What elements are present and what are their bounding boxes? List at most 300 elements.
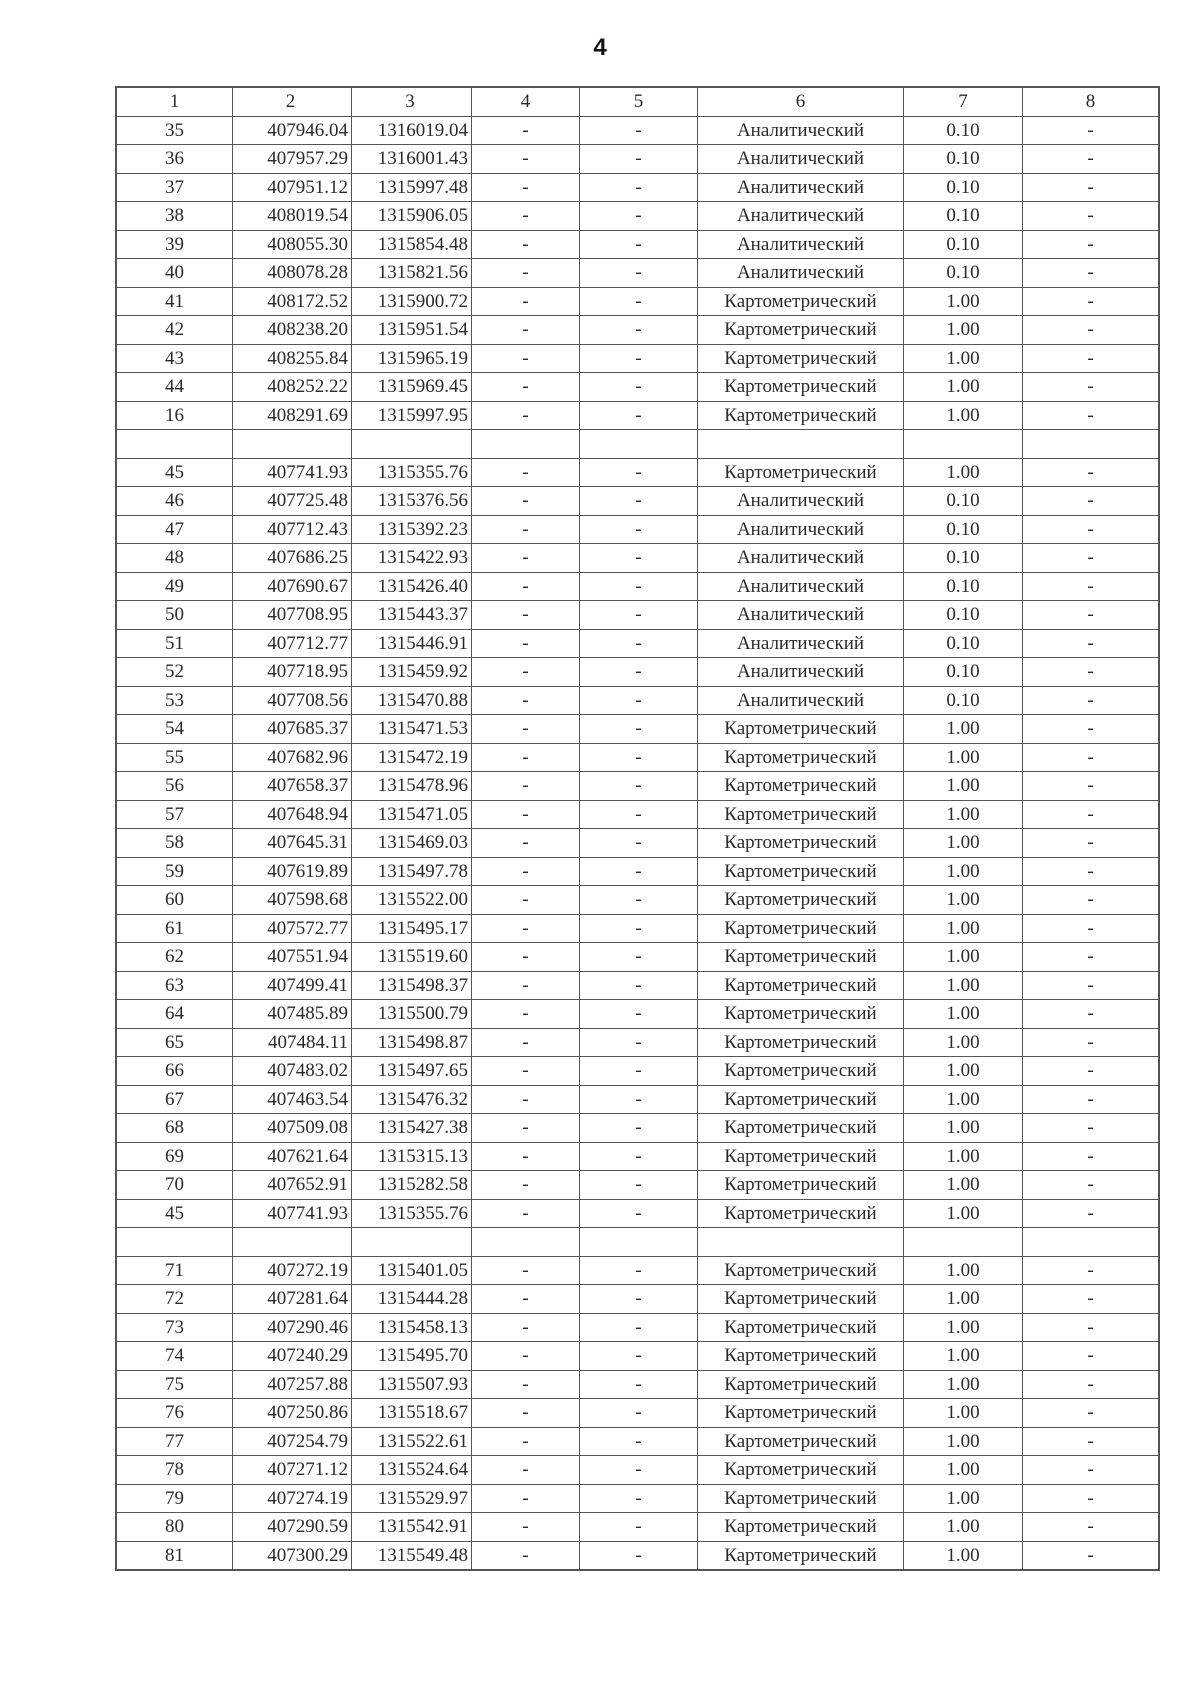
cell-point-number: 45 [116,458,233,487]
table-row [116,1285,1159,1314]
cell-col-4: - [472,1285,580,1314]
cell-coord-y: 1315471.53 [352,715,472,744]
cell-col-8: - [1023,1028,1160,1057]
cell-col-4: - [472,544,580,573]
cell-coord-x: 407652.91 [233,1171,352,1200]
table-row [116,1313,1159,1342]
cell-col-5: - [580,1370,698,1399]
table-row [116,1456,1159,1485]
cell-method: Картометрический [698,1399,904,1428]
cell-point-number: 60 [116,886,233,915]
cell-coord-y: 1315900.72 [352,287,472,316]
cell-coord-x: 408055.30 [233,230,352,259]
cell-col-5: - [580,487,698,516]
cell-method: Картометрический [698,1285,904,1314]
cell-col-4: - [472,658,580,687]
cell-col-8 [1023,1228,1160,1257]
cell-col-8: - [1023,515,1160,544]
cell-point-number: 45 [116,1199,233,1228]
cell-coord-x: 407686.25 [233,544,352,573]
cell-accuracy: 1.00 [904,1256,1023,1285]
cell-accuracy: 1.00 [904,1513,1023,1542]
cell-accuracy: 1.00 [904,914,1023,943]
cell-method: Картометрический [698,287,904,316]
cell-col-4: - [472,601,580,630]
cell-col-4: - [472,230,580,259]
cell-coord-y: 1315401.05 [352,1256,472,1285]
cell-coord-x [233,1228,352,1257]
cell-col-5 [580,430,698,459]
table-row [116,1513,1159,1542]
cell-col-5: - [580,145,698,174]
cell-coord-y: 1315529.97 [352,1484,472,1513]
cell-col-4: - [472,1427,580,1456]
cell-coord-y: 1315495.70 [352,1342,472,1371]
cell-col-5: - [580,1171,698,1200]
table-row [116,1057,1159,1086]
cell-coord-y: 1315392.23 [352,515,472,544]
cell-col-4: - [472,829,580,858]
cell-col-8: - [1023,316,1160,345]
cell-coord-x: 407946.04 [233,116,352,145]
cell-col-4: - [472,743,580,772]
cell-col-4: - [472,943,580,972]
table-row [116,572,1159,601]
cell-col-4: - [472,458,580,487]
cell-coord-x: 407951.12 [233,173,352,202]
cell-method: Аналитический [698,544,904,573]
cell-col-5: - [580,1114,698,1143]
table-row [116,658,1159,687]
cell-col-8: - [1023,1342,1160,1371]
cell-col-8: - [1023,1513,1160,1542]
cell-col-8: - [1023,800,1160,829]
cell-method: Картометрический [698,772,904,801]
table-row [116,772,1159,801]
cell-col-4: - [472,373,580,402]
coordinates-table [115,86,1160,1571]
table-row [116,230,1159,259]
cell-coord-x: 407499.41 [233,971,352,1000]
cell-col-5: - [580,1399,698,1428]
cell-accuracy: 0.10 [904,686,1023,715]
cell-coord-y: 1315376.56 [352,487,472,516]
table-row [116,1228,1159,1257]
cell-accuracy: 1.00 [904,316,1023,345]
table-row [116,401,1159,430]
cell-coord-x: 407483.02 [233,1057,352,1086]
cell-method: Картометрический [698,1456,904,1485]
cell-accuracy: 0.10 [904,230,1023,259]
cell-col-8: - [1023,829,1160,858]
cell-coord-y: 1316001.43 [352,145,472,174]
cell-coord-y: 1315478.96 [352,772,472,801]
cell-coord-x: 407572.77 [233,914,352,943]
cell-col-5: - [580,943,698,972]
cell-col-5: - [580,1057,698,1086]
table-row [116,886,1159,915]
cell-coord-x: 407484.11 [233,1028,352,1057]
cell-coord-x: 407682.96 [233,743,352,772]
cell-col-8: - [1023,1484,1160,1513]
cell-col-8: - [1023,1456,1160,1485]
cell-coord-x: 407281.64 [233,1285,352,1314]
cell-point-number: 77 [116,1427,233,1456]
cell-coord-x: 407957.29 [233,145,352,174]
cell-point-number: 67 [116,1085,233,1114]
cell-col-5: - [580,715,698,744]
cell-col-8: - [1023,1427,1160,1456]
cell-method: Аналитический [698,145,904,174]
cell-col-8: - [1023,287,1160,316]
cell-coord-x: 407648.94 [233,800,352,829]
cell-point-number: 49 [116,572,233,601]
cell-coord-x: 407271.12 [233,1456,352,1485]
cell-point-number: 68 [116,1114,233,1143]
table-row [116,686,1159,715]
cell-method: Картометрический [698,971,904,1000]
cell-coord-x: 408172.52 [233,287,352,316]
cell-coord-x: 407254.79 [233,1427,352,1456]
cell-col-4: - [472,1142,580,1171]
cell-method: Картометрический [698,1142,904,1171]
cell-coord-y: 1315997.48 [352,173,472,202]
cell-col-8 [1023,430,1160,459]
cell-col-4: - [472,857,580,886]
cell-point-number: 42 [116,316,233,345]
cell-col-4: - [472,173,580,202]
cell-method [698,430,904,459]
cell-accuracy: 1.00 [904,1427,1023,1456]
cell-col-4: - [472,1057,580,1086]
cell-accuracy: 1.00 [904,1142,1023,1171]
cell-col-4: - [472,401,580,430]
cell-accuracy: 1.00 [904,287,1023,316]
cell-col-4: - [472,1313,580,1342]
cell-col-5: - [580,230,698,259]
cell-point-number: 57 [116,800,233,829]
cell-method: Картометрический [698,1513,904,1542]
cell-col-4: - [472,1199,580,1228]
cell-method: Картометрический [698,857,904,886]
cell-point-number: 36 [116,145,233,174]
table-header [116,87,1159,116]
cell-coord-y [352,430,472,459]
cell-accuracy: 1.00 [904,1399,1023,1428]
cell-point-number: 74 [116,1342,233,1371]
cell-coord-y: 1315522.00 [352,886,472,915]
cell-col-5: - [580,1199,698,1228]
cell-col-5: - [580,1085,698,1114]
cell-col-4: - [472,116,580,145]
cell-accuracy: 1.00 [904,1285,1023,1314]
cell-method: Картометрический [698,316,904,345]
cell-col-8: - [1023,202,1160,231]
cell-col-8: - [1023,1085,1160,1114]
cell-coord-y: 1315315.13 [352,1142,472,1171]
table-row [116,373,1159,402]
table-row [116,743,1159,772]
cell-method: Аналитический [698,487,904,516]
table-row [116,145,1159,174]
cell-coord-x: 407290.59 [233,1513,352,1542]
cell-col-4: - [472,259,580,288]
column-header-8: 8 [1023,87,1160,116]
cell-col-4 [472,1228,580,1257]
cell-coord-y: 1315542.91 [352,1513,472,1542]
cell-point-number: 58 [116,829,233,858]
cell-col-8: - [1023,1171,1160,1200]
table-row [116,487,1159,516]
table-row [116,1541,1159,1570]
cell-method: Картометрический [698,458,904,487]
table-row [116,316,1159,345]
cell-point-number: 73 [116,1313,233,1342]
cell-coord-x: 407621.64 [233,1142,352,1171]
cell-method: Аналитический [698,116,904,145]
cell-accuracy: 1.00 [904,1057,1023,1086]
cell-method: Картометрический [698,715,904,744]
cell-col-8: - [1023,1057,1160,1086]
cell-coord-y: 1315518.67 [352,1399,472,1428]
cell-col-5: - [580,971,698,1000]
table-row [116,914,1159,943]
cell-coord-y: 1315422.93 [352,544,472,573]
cell-accuracy: 1.00 [904,829,1023,858]
cell-col-4: - [472,487,580,516]
cell-point-number: 80 [116,1513,233,1542]
cell-coord-y: 1315469.03 [352,829,472,858]
table-body [116,116,1159,1570]
column-header-6: 6 [698,87,904,116]
table-row [116,287,1159,316]
cell-point-number: 69 [116,1142,233,1171]
cell-point-number: 54 [116,715,233,744]
cell-coord-x: 407257.88 [233,1370,352,1399]
header-row [116,87,1159,116]
cell-coord-y: 1315470.88 [352,686,472,715]
cell-method: Аналитический [698,515,904,544]
cell-col-8: - [1023,857,1160,886]
column-header-4: 4 [472,87,580,116]
cell-coord-y: 1316019.04 [352,116,472,145]
cell-accuracy: 1.00 [904,1541,1023,1570]
table-row [116,430,1159,459]
cell-col-5: - [580,629,698,658]
cell-accuracy: 1.00 [904,1171,1023,1200]
cell-col-8: - [1023,971,1160,1000]
cell-col-8: - [1023,544,1160,573]
cell-method: Аналитический [698,658,904,687]
cell-point-number: 51 [116,629,233,658]
cell-coord-y: 1315443.37 [352,601,472,630]
cell-col-5: - [580,1142,698,1171]
cell-point-number: 76 [116,1399,233,1428]
cell-col-8: - [1023,230,1160,259]
cell-point-number: 35 [116,116,233,145]
cell-coord-x: 407690.67 [233,572,352,601]
cell-col-5: - [580,1342,698,1371]
cell-accuracy: 1.00 [904,373,1023,402]
cell-coord-x: 407598.68 [233,886,352,915]
cell-col-4: - [472,1342,580,1371]
cell-col-5: - [580,1456,698,1485]
cell-col-8: - [1023,1370,1160,1399]
cell-col-8: - [1023,1256,1160,1285]
cell-coord-y: 1315472.19 [352,743,472,772]
table-row [116,259,1159,288]
cell-accuracy: 1.00 [904,1000,1023,1029]
cell-method: Картометрический [698,1370,904,1399]
cell-col-5: - [580,287,698,316]
cell-point-number: 41 [116,287,233,316]
table-row [116,1399,1159,1428]
cell-col-4: - [472,629,580,658]
cell-method: Аналитический [698,572,904,601]
cell-accuracy: 0.10 [904,601,1023,630]
cell-col-5: - [580,202,698,231]
cell-col-5: - [580,572,698,601]
cell-method: Картометрический [698,1256,904,1285]
cell-col-8: - [1023,259,1160,288]
cell-point-number: 78 [116,1456,233,1485]
cell-col-8: - [1023,1199,1160,1228]
cell-col-8: - [1023,572,1160,601]
cell-point-number: 72 [116,1285,233,1314]
cell-col-8: - [1023,686,1160,715]
cell-coord-x: 408252.22 [233,373,352,402]
cell-point-number: 39 [116,230,233,259]
table-row [116,544,1159,573]
cell-coord-x: 407725.48 [233,487,352,516]
cell-coord-x: 407485.89 [233,1000,352,1029]
cell-point-number: 52 [116,658,233,687]
cell-method: Аналитический [698,173,904,202]
table-row [116,1370,1159,1399]
cell-col-5: - [580,116,698,145]
cell-coord-x: 407463.54 [233,1085,352,1114]
cell-accuracy: 1.00 [904,800,1023,829]
cell-accuracy: 0.10 [904,658,1023,687]
table-row [116,173,1159,202]
cell-col-5: - [580,316,698,345]
cell-col-4: - [472,1256,580,1285]
cell-col-5: - [580,1513,698,1542]
cell-coord-y: 1315498.87 [352,1028,472,1057]
cell-accuracy: 0.10 [904,173,1023,202]
cell-point-number: 81 [116,1541,233,1570]
cell-col-5: - [580,914,698,943]
cell-col-8: - [1023,715,1160,744]
table-row [116,1484,1159,1513]
cell-col-5: - [580,458,698,487]
cell-coord-y: 1315498.37 [352,971,472,1000]
cell-col-4 [472,430,580,459]
cell-method: Картометрический [698,1484,904,1513]
cell-coord-x: 407250.86 [233,1399,352,1428]
cell-col-8: - [1023,1541,1160,1570]
cell-col-5: - [580,173,698,202]
cell-coord-y: 1315965.19 [352,344,472,373]
cell-coord-y: 1315355.76 [352,458,472,487]
cell-col-8: - [1023,1313,1160,1342]
cell-col-4: - [472,772,580,801]
cell-col-5: - [580,829,698,858]
cell-point-number: 40 [116,259,233,288]
cell-point-number: 65 [116,1028,233,1057]
cell-accuracy: 1.00 [904,1484,1023,1513]
cell-method: Картометрический [698,344,904,373]
cell-accuracy: 1.00 [904,1313,1023,1342]
page-number: 4 [593,34,607,61]
cell-col-4: - [472,344,580,373]
cell-method: Картометрический [698,373,904,402]
cell-coord-x: 407300.29 [233,1541,352,1570]
cell-coord-y: 1315427.38 [352,1114,472,1143]
cell-col-8: - [1023,1142,1160,1171]
cell-method: Аналитический [698,686,904,715]
cell-col-4: - [472,1000,580,1029]
cell-col-5: - [580,1000,698,1029]
table-row [116,715,1159,744]
cell-coord-x: 407685.37 [233,715,352,744]
cell-col-5: - [580,772,698,801]
table-row [116,1171,1159,1200]
cell-accuracy: 1.00 [904,458,1023,487]
cell-method: Картометрический [698,1199,904,1228]
cell-col-4: - [472,914,580,943]
cell-col-8: - [1023,373,1160,402]
cell-col-5: - [580,544,698,573]
cell-col-4: - [472,572,580,601]
cell-col-8: - [1023,1285,1160,1314]
table-row [116,1427,1159,1456]
cell-col-5: - [580,373,698,402]
cell-col-8: - [1023,458,1160,487]
cell-point-number: 56 [116,772,233,801]
cell-col-5: - [580,1028,698,1057]
cell-point-number: 61 [116,914,233,943]
table-row [116,800,1159,829]
cell-method: Картометрический [698,1057,904,1086]
cell-coord-y: 1315500.79 [352,1000,472,1029]
cell-col-4: - [472,1114,580,1143]
cell-col-4: - [472,1085,580,1114]
cell-accuracy: 0.10 [904,202,1023,231]
cell-point-number: 44 [116,373,233,402]
table-row [116,515,1159,544]
cell-col-5: - [580,658,698,687]
cell-col-8: - [1023,943,1160,972]
cell-coord-x: 407272.19 [233,1256,352,1285]
cell-col-5: - [580,886,698,915]
column-header-2: 2 [233,87,352,116]
cell-coord-y: 1315549.48 [352,1541,472,1570]
cell-col-8: - [1023,1399,1160,1428]
cell-point-number: 48 [116,544,233,573]
cell-col-8: - [1023,601,1160,630]
cell-col-4: - [472,886,580,915]
cell-point-number [116,1228,233,1257]
cell-coord-x: 407741.93 [233,458,352,487]
cell-col-4: - [472,686,580,715]
cell-coord-x: 407645.31 [233,829,352,858]
cell-coord-y: 1315459.92 [352,658,472,687]
cell-method: Аналитический [698,230,904,259]
cell-method: Картометрический [698,829,904,858]
table-row [116,1256,1159,1285]
cell-col-4: - [472,1484,580,1513]
